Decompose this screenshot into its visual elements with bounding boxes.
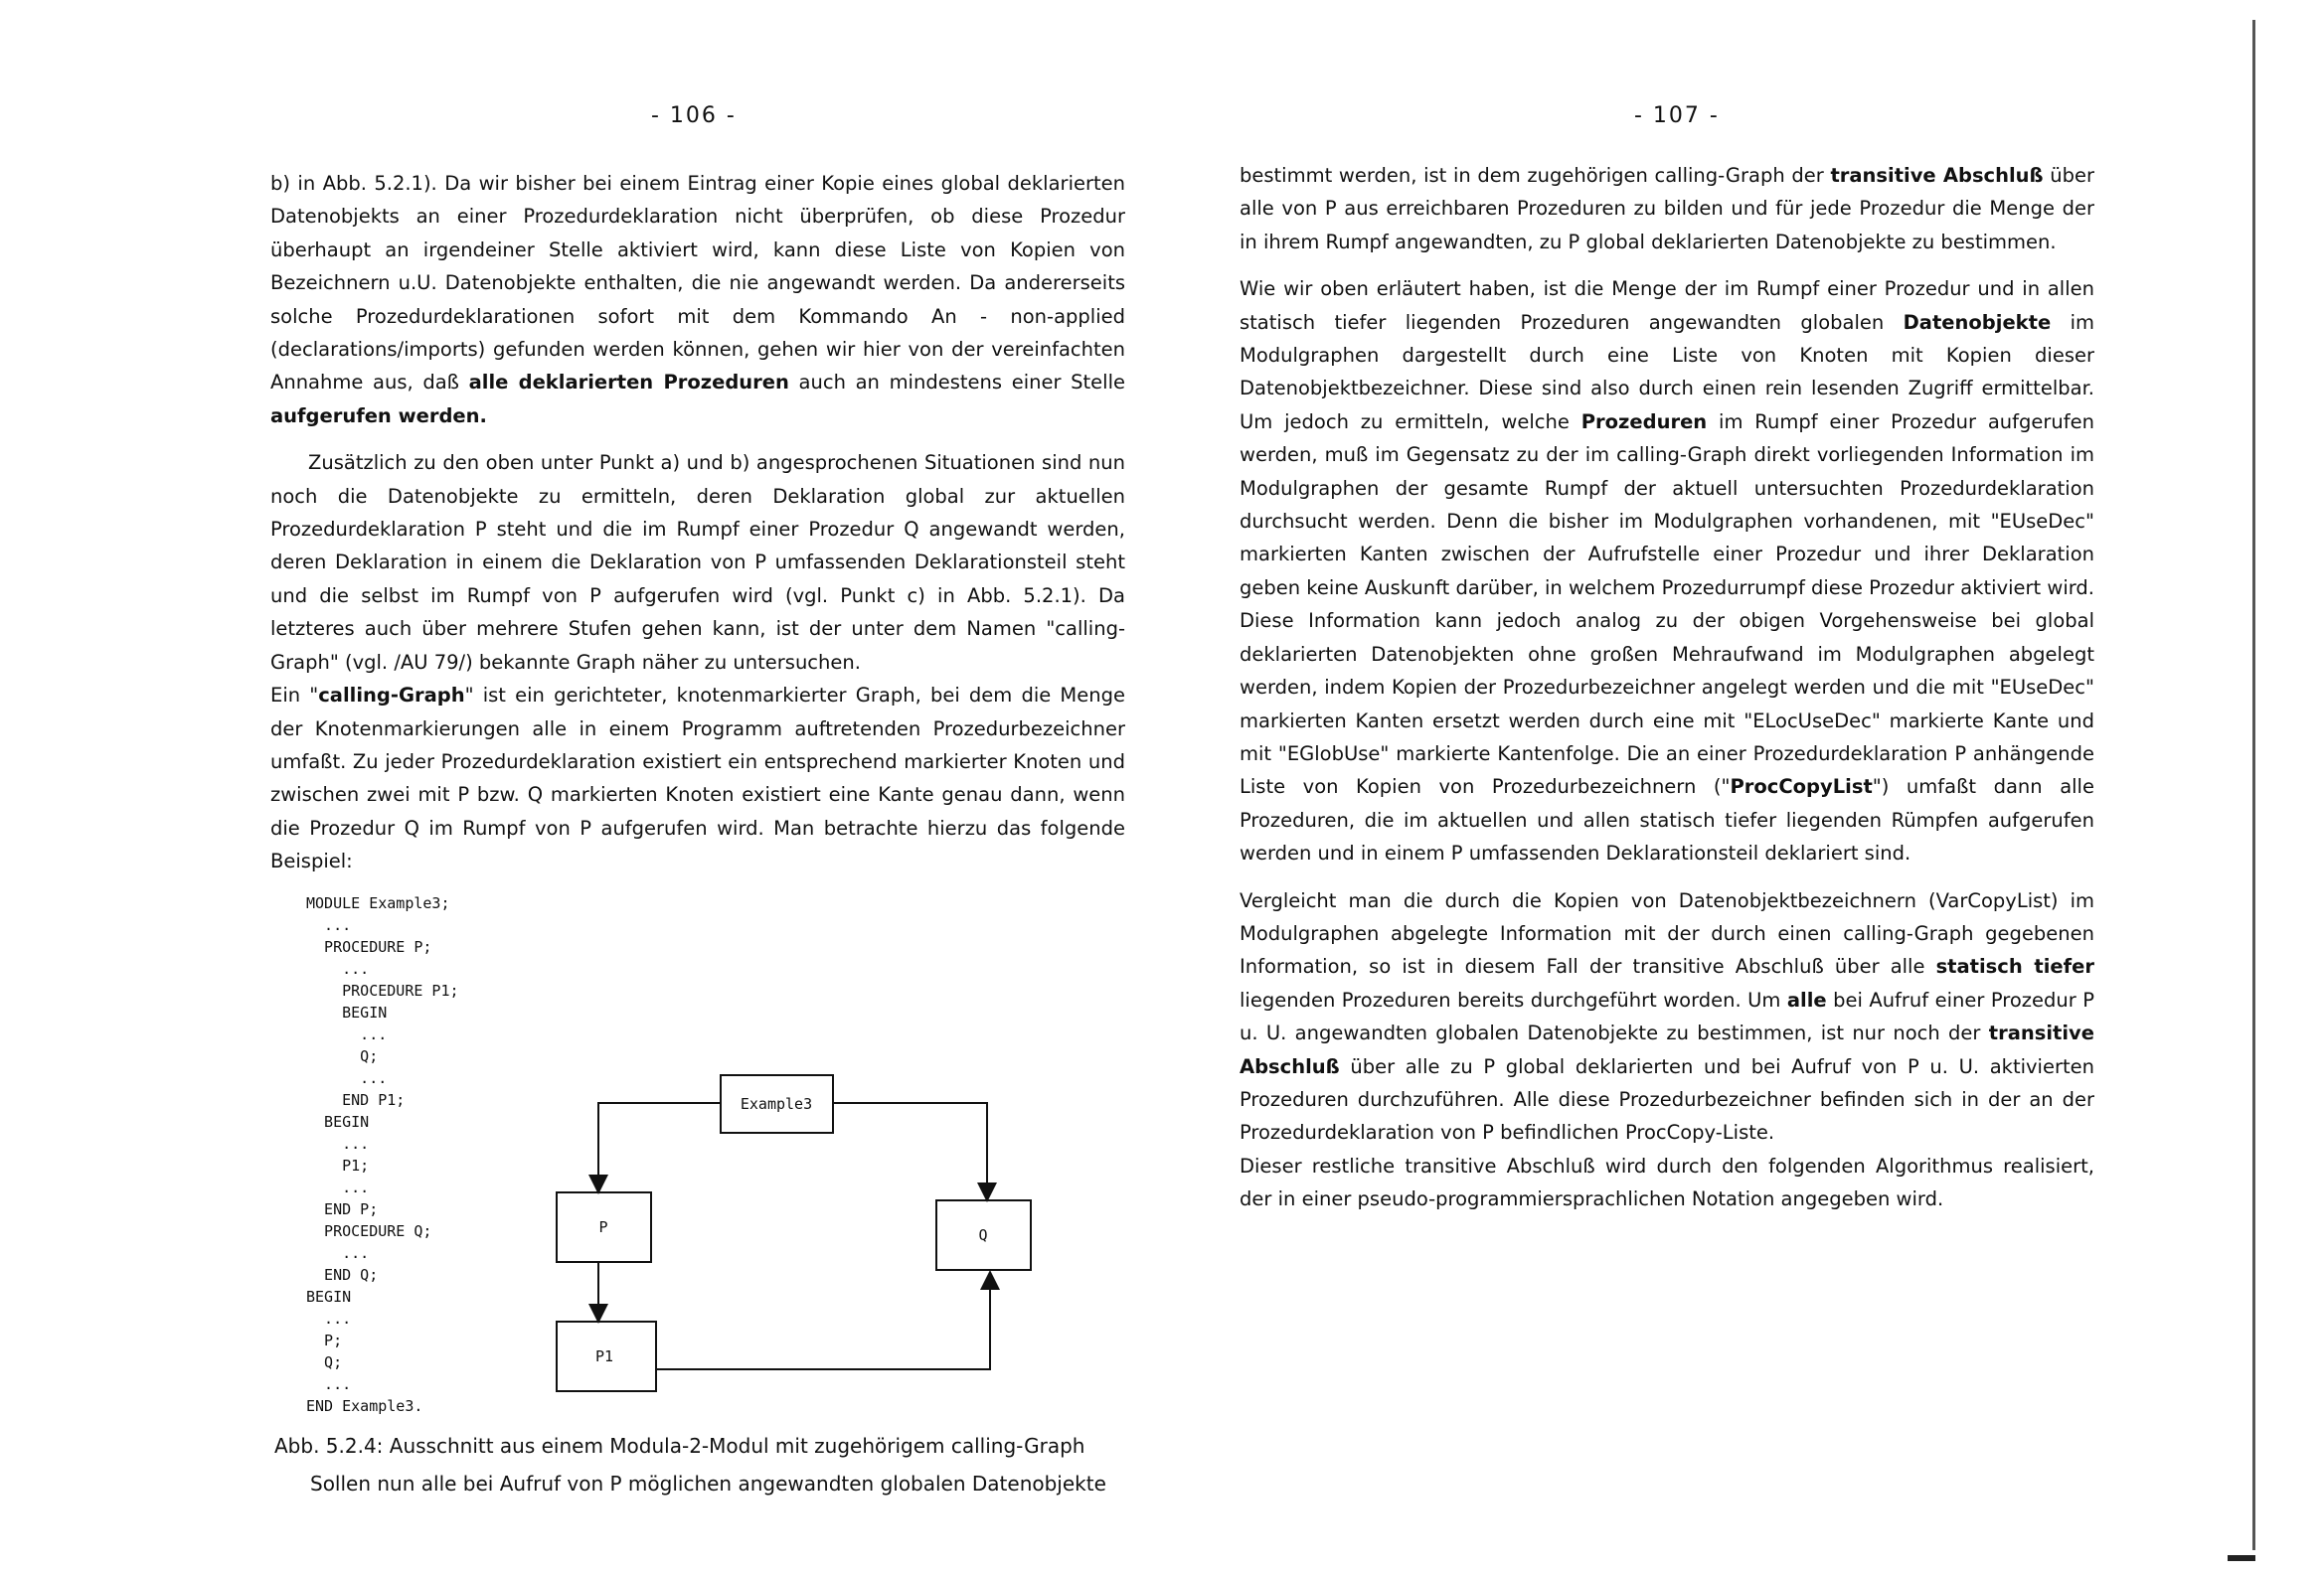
text-run: bestimmt werden, ist in dem zugehörigen calling-Graph der (1240, 164, 1831, 187)
bold-run: calling-Graph (318, 684, 465, 708)
figure-caption (274, 1427, 1149, 1502)
page-number-right: - 107 - (1634, 103, 1720, 128)
bold-run: aufgerufen werden. (270, 403, 487, 427)
caption-line-1: Abb. 5.2.4: Ausschnitt aus einem Modula-2-Modul mit zugehörigem calling-Graph (274, 1434, 1085, 1458)
text-run: Ein " (270, 684, 319, 708)
node-q-label: Q (978, 1226, 988, 1244)
text-run: " ist ein gerichteter, knotenmarkierter Graph, bei dem die Menge der Knotenmarkierungen alle in einem Programm auftretenden Prozedurbezeichner umfaßt. Zu jeder Prozedurdeklaration existiert ein entsprechend markierter Knoten und zwischen zwei mit P bzw. Q markierten Knoten existiert eine Kante genau dann, wenn die Prozedur Q im Rumpf von P aufgerufen wird. Man betrachte hierzu das folgende Beispiel: (270, 684, 1125, 873)
text-run: über alle von P aus erreichbaren Prozeduren zu bilden und für jede Prozedur die Menge der in ihrem Rumpf angewandten, zu P global deklarierten Datenobjekte zu bestimmen. (1240, 164, 2094, 253)
node-p-label: P (598, 1218, 608, 1236)
scan-edge-mark (2252, 20, 2255, 1550)
bold-run: statisch tiefer (1935, 955, 2094, 979)
text-run: Vergleicht man die durch die Kopien von Datenobjektbezeichnern (VarCopyList) im Modulgraphen abgelegte Information mit der durch einen calling-Graph gegebenen Information, so ist in diesem Fall der transitive Abschluß über alle (1240, 888, 2094, 979)
code-listing: MODULE Example3; ... PROCEDURE P; ... PROCEDURE P1; BEGIN ... Q; ... END P1; BEGIN ... P1; ... END P; PROCEDURE Q; ... END Q; BEGIN ... P; Q; ... END Example3. (306, 894, 459, 1415)
right-paragraph-4: Dieser restliche transitive Abschluß wird durch den folgenden Algorithmus realisiert, der in einer pseudo-programmiersprachlichen Notation angegeben wird. (1240, 1154, 2094, 1211)
edge-example3-q (833, 1103, 987, 1198)
bold-run: ProcCopyList (1730, 775, 1873, 799)
edge-example3-p (598, 1103, 721, 1190)
right-paragraph-1 (1240, 159, 2094, 258)
right-paragraph-3 (1240, 884, 2094, 1150)
text-run: ") umfaßt dann alle Prozeduren, die im aktuellen und allen statisch tiefer liegenden Rümpfen aufgerufen werden und in einem P umfassenden Deklarationsteil deklariert sind. (1240, 775, 2094, 866)
edge-p1-q (656, 1274, 990, 1369)
left-paragraph-1 (270, 167, 1125, 432)
text-run: auch an mindestens einer Stelle (788, 371, 1125, 394)
text-run: liegenden Prozeduren bereits durchgeführt worden. Um (1240, 988, 1787, 1012)
text-run: im Modulgraphen dargestellt durch eine Liste von Knoten mit Kopien dieser Datenobjektbezeichner. Diese sind also durch einen rein lesenden Zugriff ermittelbar. Um jedoch zu ermitteln, welche (1240, 310, 2094, 433)
text-run: b) in Abb. 5.2.1). Da wir bisher bei einem Eintrag einer Kopie eines global deklarierten Datenobjekts an einer Prozedurdeklaration nicht überprüfen, ob diese Prozedur überhaupt an irgendeiner Stelle aktiviert wird, kann diese Liste von Kopien von Bezeichnern u.U. Datenobjekte enthalten, die nie angewandt werden. Da andererseits solche Prozedurdeklarationen sofort mit dem Kommando An - non-applied (declarations/imports) gefunden werden können, gehen wir hier von der vereinfachten Annahme aus, daß (270, 172, 1125, 394)
left-text-column (270, 167, 1125, 892)
node-p1-label: P1 (594, 1347, 614, 1365)
bold-run: alle deklarierten Prozeduren (468, 371, 789, 394)
bold-run: transitive Abschluß (1240, 1022, 2094, 1078)
text-run: Wie wir oben erläutert haben, ist die Menge der im Rumpf einer Prozedur und in allen statisch tiefer liegenden Prozeduren angewandten globalen (1240, 277, 2094, 334)
bold-run: Prozeduren (1580, 409, 1708, 433)
right-paragraph-2 (1240, 272, 2094, 869)
node-example3-label: Example3 (740, 1095, 813, 1113)
bold-run: alle (1786, 988, 1827, 1012)
text-run: über alle zu P global deklarierten und bei Aufruf von P u. U. aktivierten Prozeduren durchzuführen. Alle diese Prozedurbezeichner befinden sich in der an der Prozedurdeklaration von P befindlichen ProcCopy-Liste. (1240, 1054, 2094, 1145)
left-paragraph-2: Zusätzlich zu den oben unter Punkt a) und b) angesprochenen Situationen sind nun noch die Datenobjekte zu ermitteln, deren Deklaration global zur aktuellen Prozedurdeklaration P steht und die im Rumpf einer Prozedur Q angewandt werden, deren Deklaration in einem die Deklaration von P umfassenden Deklarationsteil steht und die selbst im Rumpf von P aufgerufen wird (vgl. Punkt c) in Abb. 5.2.1). Da letzteres auch über mehrere Stufen gehen kann, ist der unter dem Namen "calling-Graph" (vgl. /AU 79/) bekannte Graph näher zu untersuchen. (270, 451, 1125, 674)
right-page (1162, 0, 2324, 1577)
caption-line-2: Sollen nun alle bei Aufruf von P möglichen angewandten globalen Datenobjekte (310, 1472, 1106, 1496)
text-run: bei Aufruf einer Prozedur P u. U. angewandten globalen Datenobjekte zu bestimmen, ist nur noch der (1240, 988, 2094, 1045)
page-number-left: - 106 - (651, 103, 737, 128)
scan-corner-mark (2228, 1555, 2255, 1561)
left-paragraph-3 (270, 679, 1125, 877)
right-text-column (1240, 159, 2094, 1230)
bold-run: Datenobjekte (1903, 310, 2052, 334)
bold-run: transitive Abschluß (1830, 164, 2044, 187)
text-run: im Rumpf einer Prozedur aufgerufen werden, muß im Gegensatz zu der im calling-Graph direkt vorliegenden Information im Modulgraphen der gesamte Rumpf der aktuell untersuchten Prozedurdeklaration durchsucht werden. Denn die bisher im Modulgraphen vorhandenen, mit "EUseDec" markierten Kanten zwischen der Aufrufstelle einer Prozedur und ihrer Deklaration geben keine Auskunft darüber, in welchem Prozedurrumpf diese Prozedur aktiviert wird. Diese Information kann jedoch analog zu der obigen Vorgehensweise bei global deklarierten Datenobjekten ohne großen Mehraufwand im Modulgraphen abgelegt werden, indem Kopien der Prozedurbezeichner angelegt werden und die mit "EUseDec" markierten Kanten ersetzt werden durch eine mit "ELocUseDec" markierte Kante und mit "EGlobUse" markierte Kantenfolge. Die an einer Prozedurdeklaration P anhängende Liste von Kopien von Prozedurbezeichnern (" (1240, 409, 2095, 799)
calling-graph-diagram (537, 1053, 1034, 1421)
